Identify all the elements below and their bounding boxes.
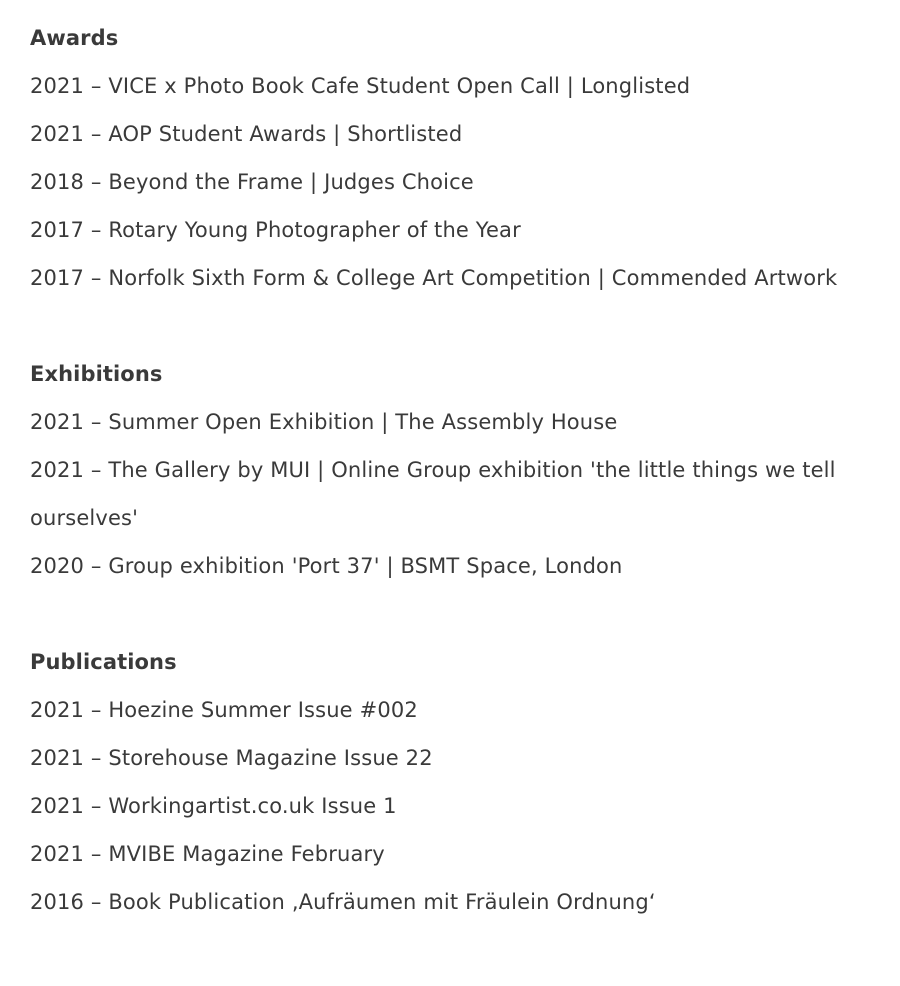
awards-list bbox=[30, 62, 880, 302]
awards-heading: Awards bbox=[30, 26, 119, 50]
exhibitions-list bbox=[30, 398, 880, 590]
publication-item: 2021 – Hoezine Summer Issue #002 bbox=[30, 698, 418, 722]
award-item: 2017 – Norfolk Sixth Form & College Art Competition | Commended Artwork bbox=[30, 266, 838, 290]
publications-section bbox=[30, 638, 880, 926]
exhibition-item: 2020 – Group exhibition 'Port 37' | BSMT Space, London bbox=[30, 554, 623, 578]
exhibition-item: 2021 – Summer Open Exhibition | The Assembly House bbox=[30, 410, 618, 434]
publications-list bbox=[30, 686, 880, 926]
awards-section bbox=[30, 14, 880, 302]
award-item: 2021 – AOP Student Awards | Shortlisted bbox=[30, 122, 463, 146]
award-item: 2018 – Beyond the Frame | Judges Choice bbox=[30, 170, 474, 194]
exhibitions-heading: Exhibitions bbox=[30, 362, 163, 386]
publication-item: 2021 – MVIBE Magazine February bbox=[30, 842, 385, 866]
exhibitions-section bbox=[30, 350, 880, 590]
publications-heading: Publications bbox=[30, 650, 177, 674]
award-item: 2021 – VICE x Photo Book Cafe Student Open Call | Longlisted bbox=[30, 74, 691, 98]
award-item: 2017 – Rotary Young Photographer of the Year bbox=[30, 218, 521, 242]
exhibition-item: 2021 – The Gallery by MUI | Online Group exhibition 'the little things we tell ourselves' bbox=[30, 458, 836, 530]
publication-item: 2021 – Workingartist.co.uk Issue 1 bbox=[30, 794, 397, 818]
publication-item: 2021 – Storehouse Magazine Issue 22 bbox=[30, 746, 433, 770]
publication-item: 2016 – Book Publication ‚Aufräumen mit Fräulein Ordnung‘ bbox=[30, 890, 656, 914]
cv-content bbox=[30, 14, 880, 926]
